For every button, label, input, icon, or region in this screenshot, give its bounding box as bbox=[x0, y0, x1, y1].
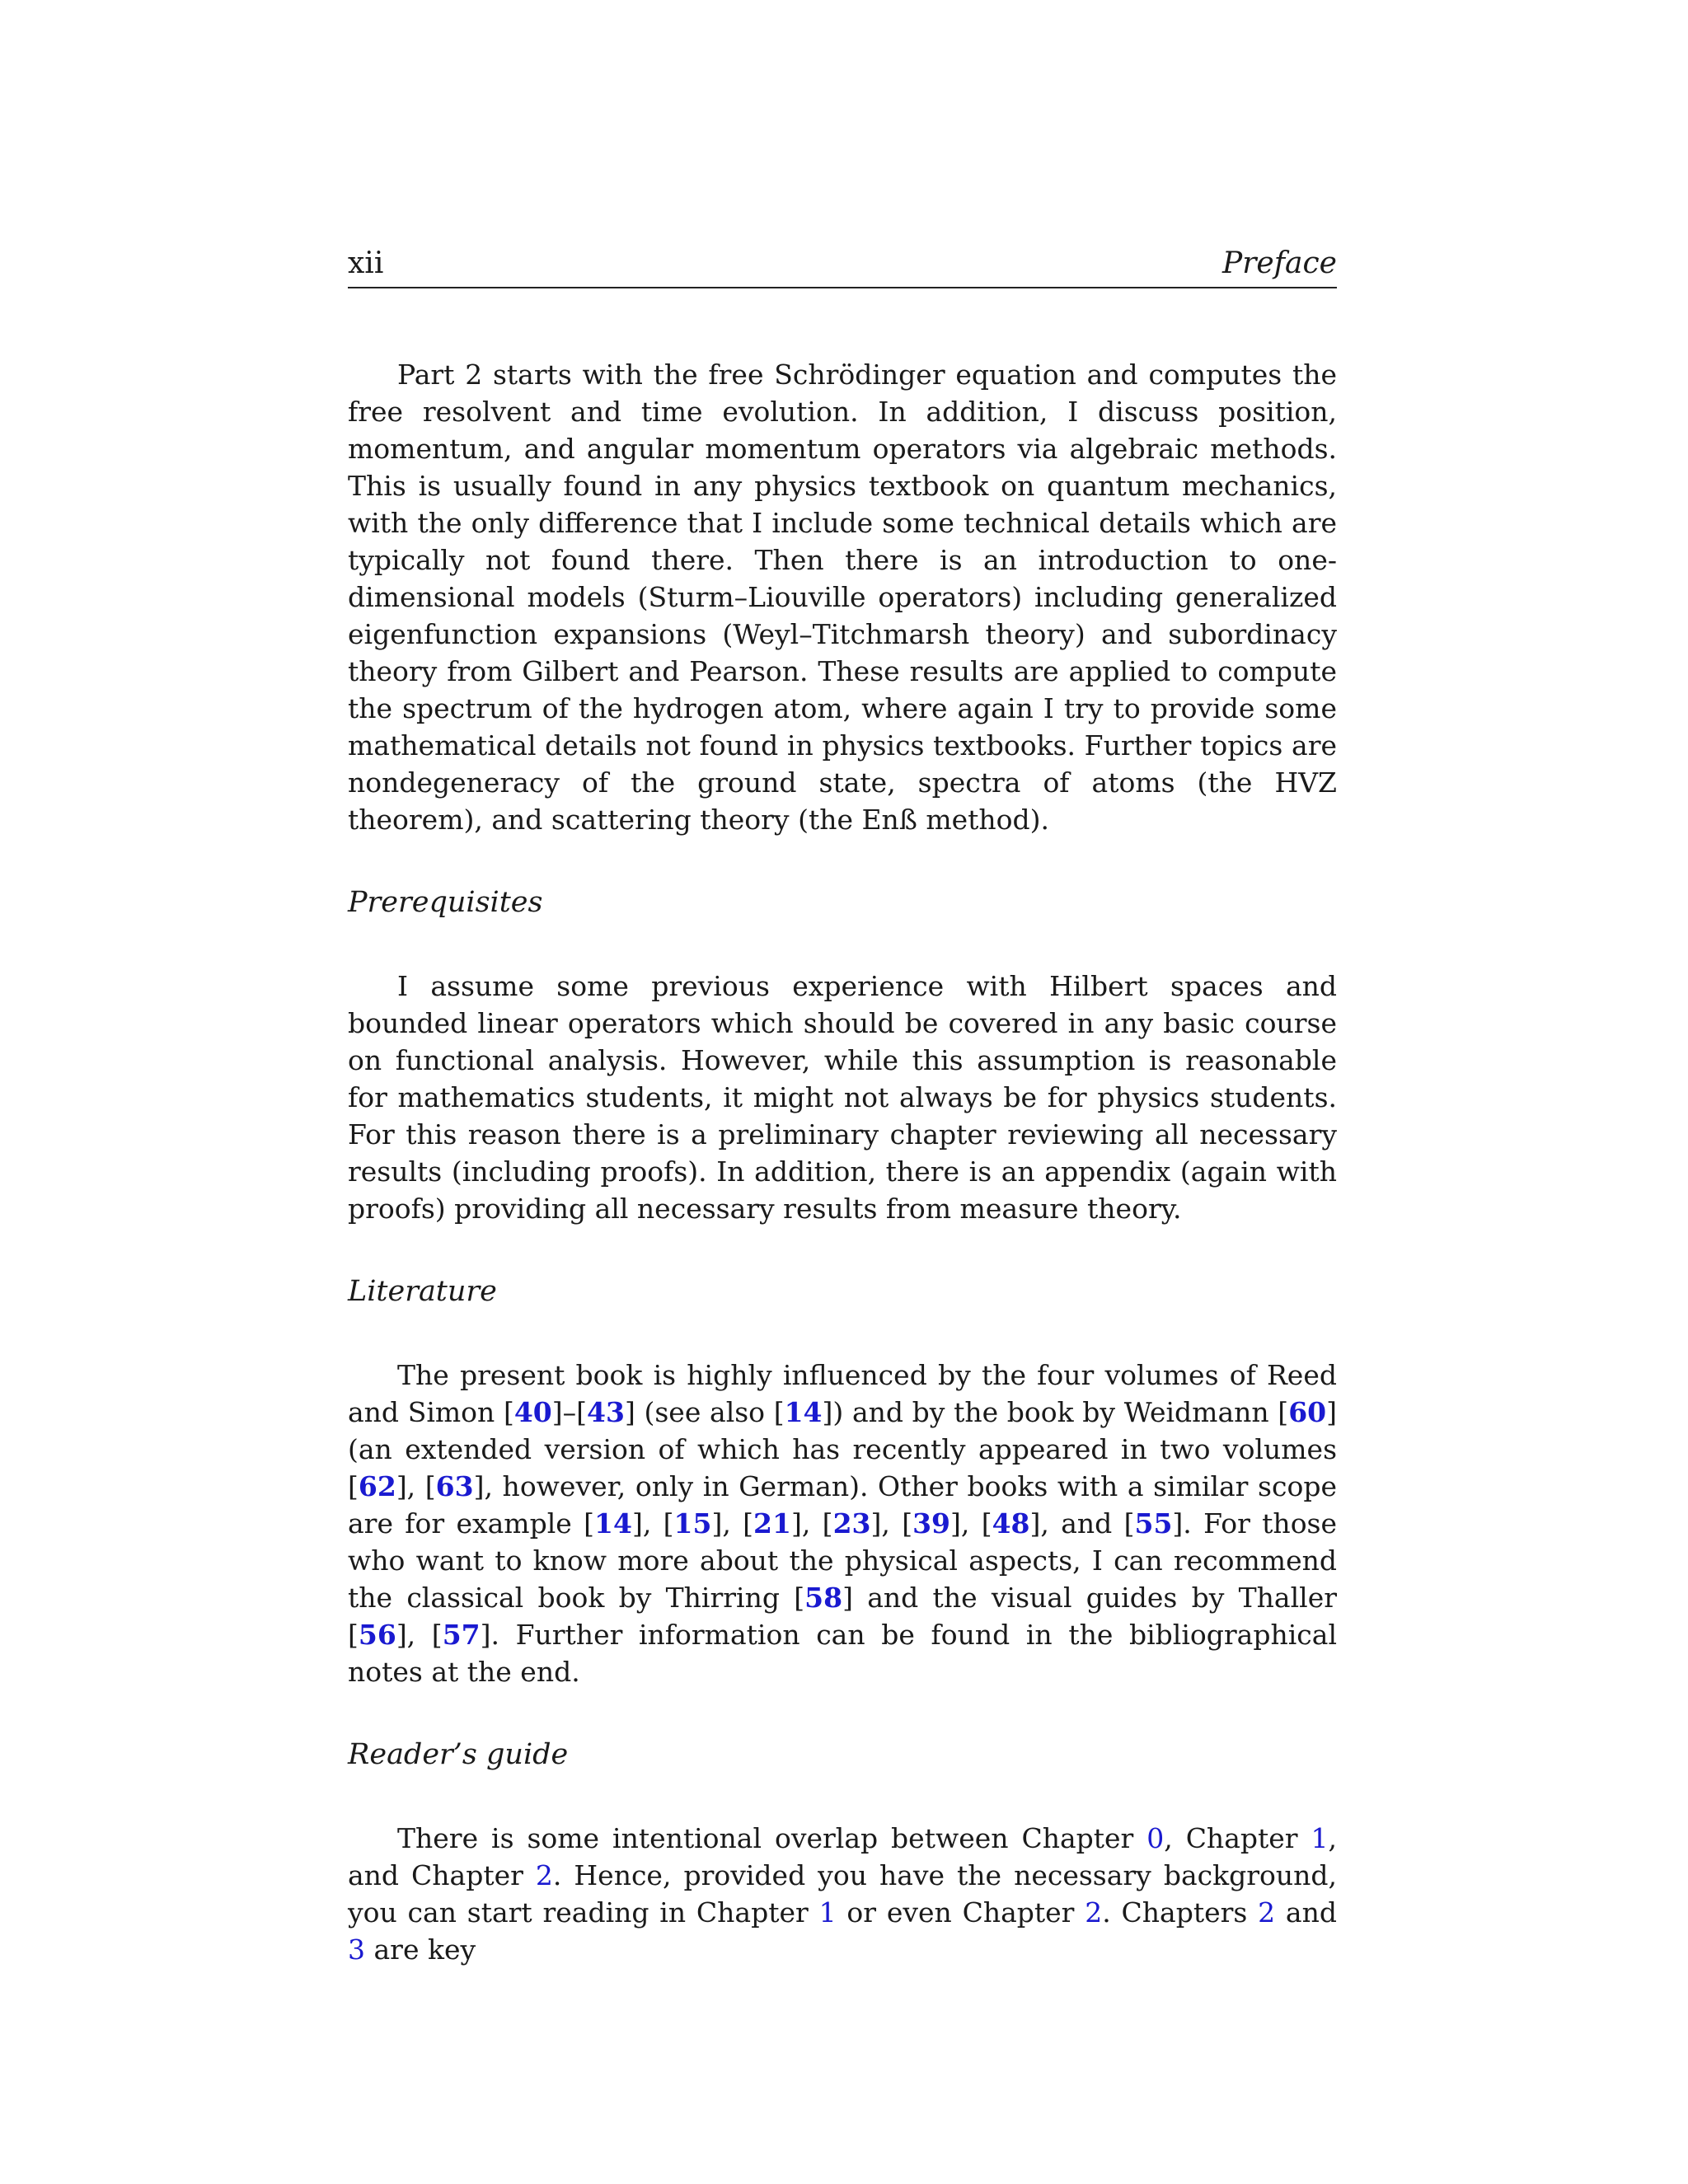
text-run: , Chapter bbox=[1164, 1822, 1311, 1854]
citation-link-57[interactable]: 57 bbox=[442, 1619, 481, 1651]
text-run: ] (see also [ bbox=[624, 1396, 785, 1428]
citation-link-15[interactable]: 15 bbox=[673, 1507, 712, 1540]
text-run: ]–[ bbox=[551, 1396, 588, 1428]
text-run: ], [ bbox=[870, 1507, 913, 1540]
citation-link-14[interactable]: 14 bbox=[784, 1396, 823, 1428]
text-run: ], however, only in German). Other books with a similar scope are for example [ bbox=[348, 1470, 1337, 1540]
citation-link-21[interactable]: 21 bbox=[753, 1507, 791, 1540]
paragraph-literature bbox=[348, 1357, 1337, 1690]
page-number: xii bbox=[348, 246, 384, 280]
paragraph-prerequisites: I assume some previous experience with Hilbert spaces and bounded linear operators which should be covered in any basic course on functional analysis. However, while this assumption is reasonable for mathematics students, it might not always be for physics students. For this reason there is a preliminary chapter reviewing all necessary results (including proofs). In addition, there is an appendix (again with proofs) providing all necessary results from measure theory. bbox=[348, 970, 1337, 1225]
citation-link-39[interactable]: 39 bbox=[912, 1507, 951, 1540]
heading-prerequisites: Prerequisites bbox=[348, 886, 543, 919]
citation-link-60[interactable]: 60 bbox=[1288, 1396, 1327, 1428]
text-run: ], [ bbox=[790, 1507, 833, 1540]
text-run: ], [ bbox=[396, 1619, 443, 1651]
citation-link-14[interactable]: 14 bbox=[594, 1507, 632, 1540]
citation-link-62[interactable]: 62 bbox=[358, 1470, 396, 1502]
chapter-link-2[interactable]: 2 bbox=[1258, 1896, 1276, 1929]
text-run: . Hence, provided you have the necessary background, you can start reading in Chapter bbox=[348, 1859, 1337, 1929]
running-head bbox=[348, 244, 1337, 288]
citation-link-43[interactable]: 43 bbox=[587, 1396, 625, 1428]
paragraph-part2: Part 2 starts with the free Schrödinger equation and computes the free resolvent and time evolution. In addition, I discuss position, momentum, and angular momentum operators via algebraic methods. This is usually found in any physics textbook on quantum mechanics, with the only difference that I include some technical details which are typically not found there. Then there is an introduction to one-dimensional models (Sturm–Liouville operators) including generalized eigenfunction expansions (Weyl–Titchmarsh theory) and subordinacy theory from Gilbert and Pearson. These results are applied to compute the spectrum of the hydrogen atom, where again I try to provide some mathematical details not found in physics textbooks. Further topics are nondegeneracy of the ground state, spectra of atoms (the HVZ theorem), and scattering theory (the Enß method). bbox=[348, 359, 1337, 836]
heading-literature: Literature bbox=[348, 1275, 497, 1308]
chapter-link-0[interactable]: 0 bbox=[1146, 1822, 1165, 1854]
chapter-link-2[interactable]: 2 bbox=[1085, 1896, 1103, 1929]
text-run: , and Chapter bbox=[348, 1822, 1337, 1891]
text-run: ] and the visual guides by Thaller [ bbox=[348, 1582, 1337, 1651]
paragraph-readers-guide bbox=[348, 1820, 1337, 1968]
text-run: ]. For those who want to know more about the physical aspects, I can recommend the classical book by Thirring [ bbox=[348, 1507, 1338, 1614]
chapter-link-3[interactable]: 3 bbox=[348, 1933, 365, 1966]
text-run: ]. Further information can be found in the bibliographical notes at the end. bbox=[348, 1619, 1337, 1688]
text-run: ]) and by the book by Weidmann [ bbox=[822, 1396, 1289, 1428]
running-title: Preface bbox=[1222, 246, 1337, 280]
text-run: ], [ bbox=[396, 1470, 436, 1502]
citation-link-63[interactable]: 63 bbox=[435, 1470, 474, 1502]
text-run: . Chapters bbox=[1102, 1896, 1259, 1929]
text-run: ], and [ bbox=[1029, 1507, 1135, 1540]
citation-link-48[interactable]: 48 bbox=[992, 1507, 1030, 1540]
citation-link-23[interactable]: 23 bbox=[832, 1507, 871, 1540]
chapter-link-2[interactable]: 2 bbox=[535, 1859, 553, 1891]
citation-link-58[interactable]: 58 bbox=[804, 1582, 843, 1614]
text-run: ], [ bbox=[631, 1507, 674, 1540]
text-run: ], [ bbox=[711, 1507, 754, 1540]
heading-readers-guide: Reader’s guide bbox=[348, 1738, 569, 1771]
text-run: The present book is highly influenced by the four volumes of Reed and Simon [ bbox=[348, 1359, 1337, 1428]
text-run: ] (an extended version of which has recently appeared in two volumes [ bbox=[348, 1396, 1337, 1502]
page-content bbox=[348, 244, 1337, 1968]
chapter-link-1[interactable]: 1 bbox=[818, 1896, 837, 1929]
citation-link-56[interactable]: 56 bbox=[358, 1619, 396, 1651]
text-run: are key bbox=[365, 1933, 476, 1966]
text-run: and bbox=[1275, 1896, 1337, 1929]
text-run: or even Chapter bbox=[836, 1896, 1085, 1929]
citation-link-55[interactable]: 55 bbox=[1134, 1507, 1173, 1540]
citation-link-40[interactable]: 40 bbox=[513, 1396, 552, 1428]
text-run: There is some intentional overlap between Chapter bbox=[397, 1822, 1147, 1854]
text-run: ], [ bbox=[950, 1507, 992, 1540]
chapter-link-1[interactable]: 1 bbox=[1311, 1822, 1329, 1854]
